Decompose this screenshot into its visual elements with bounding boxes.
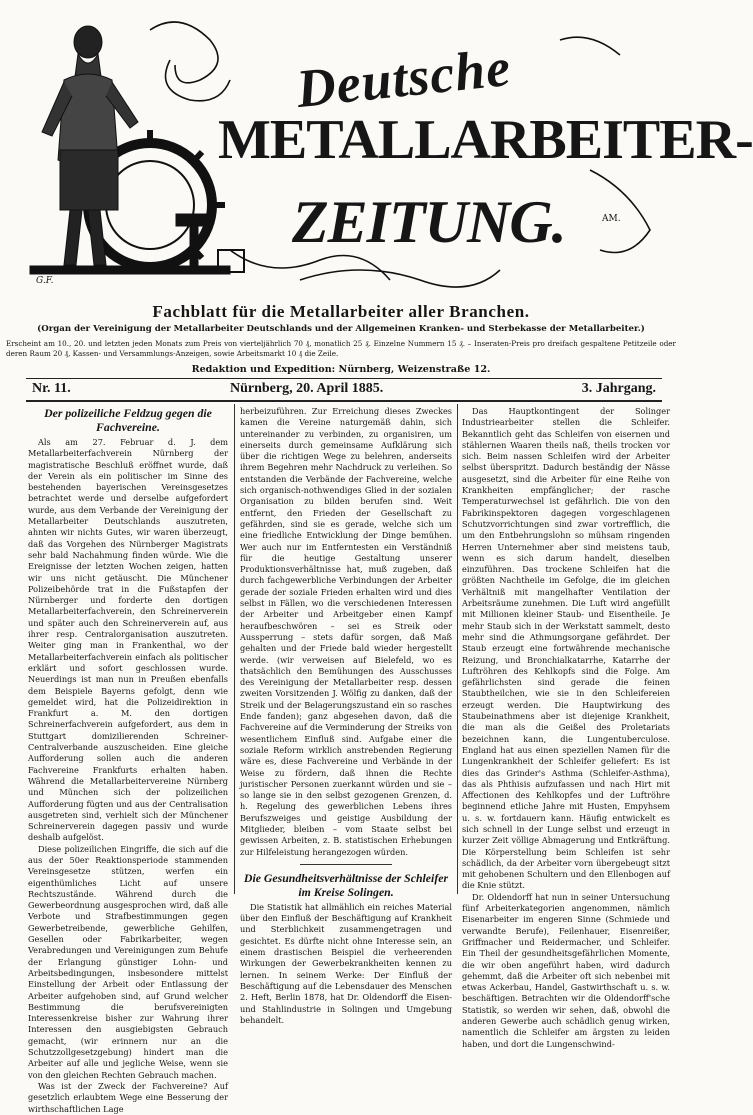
organ-line: (Organ der Vereinigung der Metallarbeiter Deutschlands und der Allgemeinen Kranken- und Sterbekasse der Metallarbeiter.) — [37, 324, 645, 334]
article-heading-schleifer: Die Gesundheitsverhältnisse der Schleifer im Kreise Solingen. — [243, 870, 449, 899]
paragraph: Als am 27. Februar d. J. dem Metallarbeiterfachverein Nürnberg der magistratische Beschluß eröffnet wurde, daß der Verein als ein politischer im Sinne des bestehenden bayerischen Vereinsgesetzes betrachtet werde und derselbe aufgefordert wurde, aus dem Verbande der Vereinigung der Metallarbeiter Deutschlands auszutreten, ahnten wir nichts Gutes, wir waren überzeugt, daß das Vorgehen des Nürnberger Magistrats sehr bald Nachahmung finden würde. Wie die Ereignisse der letzten Wochen zeigen, hatten wir uns nicht getäuscht. Die Münchener Polizeibehörde trat in die Fußstapfen der Nürnberger und forderte den dortigen Metallarbeiterfachverein, den Schreinerverein und später auch den Schreinerverein auf, aus ihrer resp. Centralorganisation auszutreten. Weiter ging man in Frankenthal, wo der Metallarbeiterfachverein einfach als politischer erklärt und sofort geschlossen wurde. Neuerdings ist man nun in Preußen ebenfalls dem Beispiele Bayerns gefolgt, denn wie gemeldet wird, hat die Polizeidirektion in Frankfurt a. M. den dortigen Schreinerfachverein aufgefordert, aus dem in Stuttgart domizilierenden Schreiner-Centralverbande auszuscheiden. Eine gleiche Aufforderung sollen auch die anderen Fachvereine Frankfurts erhalten haben. Während die Metallarbeitervereine Nürnberg und München sich der polizeilichen Aufforderung fügten und aus der Centralisation ausgetreten sind, verhielt sich der Münchener Schreinerverein dagegen passiv und wurde deshalb aufgelöst. — [28, 437, 228, 843]
column-divider — [457, 404, 458, 894]
column-1 — [28, 406, 228, 1114]
paragraph: Das Hauptkontingent der Solinger Industriearbeiter stellen die Schleifer. Bekanntlich geht das Schleifen von eisernen und stählernen Waaren theils naß, theils trocken vor sich. Beim nassen Schleifen wird der Arbeiter selbst überspritzt. Dadurch beständig der Nässe ausgesetzt, sind die Arbeiter für eine Reihe von Krankheiten empfänglicher; der rasche Temperaturwechsel ist gefährlich. Die von den Fabrikinspektoren dagegen vorgeschlagenen Schutzvorrichtungen sind zwar vortrefflich, die um den Entbehrungslohn so mühsam ringenden Herren Unternehmer aber sind meistens taub, wenn es sich darum handelt, dieselben einzuführen. Das trockene Schleifen hat die größten Nachtheile im Gefolge, die im gleichen Verhältniß mit mangelhafter Ventilation der Arbeitsräume zunehmen. Die Luft wird angefüllt mit Millionen kleiner Staub- und Eisentheile. Je mehr Staub sich in der Werkstatt sammelt, desto mehr sind die Athmungsorgane gefährdet. Der Staub erzeugt eine fortwährende mechanische Reizung, und Bronchialkatarrhe, Katarrhe der Luftröhren des Kehlkopfs sind die Folge. Am gefährlichsten sind gerade die feinen Staubtheilchen, wie sie in den Schleifereien erzeugt werden. Die Hauptwirkung des Staubeinathmens aber ist diejenige Krankheit, die man als die Geißel des Proletariats bezeichnen kann, die Lungentuberculose. England hat aus einen speziellen Namen für die Lungenkrankheit der Schleifer geliefert: Es ist dies das Grinder's Asthma (Schleifer-Asthma), das als Phthisis aufzufassen und nach Hirt mit Affectionen des Kehlkopfes und der Luftröhre beginnend etliche Jahre mit Husten, Empyhsem u. s. w. fortdauern kann. Häufig entwickelt es sich schnell in der Lunge selbst und erzeugt in kurzer Zeit völlige Abmagerung und Entkräftung. Die Körperstellung beim Schleifen ist sehr schädlich, da der Arbeiter vorn übergebeugt sitzt mit gehobenen Schultern und den Ellenbogen auf die Knie stützt. — [462, 406, 670, 891]
issue-row — [26, 381, 662, 399]
title-line-metallarbeiter: METALLARBEITER- — [218, 109, 753, 171]
artist-signature-left: G.F. — [36, 276, 54, 286]
column-divider — [234, 404, 235, 894]
column-3 — [462, 406, 670, 1049]
issue-volume: 3. Jahrgang. — [581, 381, 656, 396]
title-line-zeitung: ZEITUNG. — [292, 189, 566, 255]
artist-signature-right: AM. — [602, 214, 621, 224]
paragraph: herbeizuführen. Zur Erreichung dieses Zweckes kamen die Vereine naturgemäß dahin, sich untereinander zu verbinden, zu organisiren, um einerseits durch gemeinsame Aufklärung sich über die richtigen Wege zu belehren, anderseits ihrem Begehren mehr Nachdruck zu verleihen. So entstanden die Verbände der Fachvereine, welche sich organisch-nothwendiges Glied in der sozialen Organisation zu bilden berufen sind. Weit entfernt, den Frieden der Gesellschaft zu gefährden, sind sie es gerade, welche sich um eine friedliche Entwicklung der Dinge bemühen. Wer auch nur im Entferntesten ein Verständniß für die heutige Gestaltung unserer Produktionsverhältnisse hat, muß zugeben, daß durch fachgewerbliche Verbindungen der Arbeiter gerade der soziale Frieden erhalten wird und dies selbst in Fällen, wo die verschiedenen Interessen der Arbeiter und Arbeitgeber einen Kampf heraufbeschwören – sei es Streik oder Aussperrung – stets dafür sorgen, daß Maß gehalten und der Friede bald wieder hergestellt werde. (wir verweisen auf Bielefeld, wo es thatsächlich den Bemühungen des Ausschusses des Vereinigung der Metallarbeiter resp. dessen zweiten Vorsitzenden J. Wölfig zu danken, daß der Streik und der Belagerungszustand ein so rasches Ende fanden); ganz abgesehen davon, daß die Fachvereine auf die Verminderung der Streiks von wesentlichem Einfluß sind. Aufgabe einer die soziale Reform wirklich anstrebenden Regierung wäre es, diese Fachvereine und Verbände in der Weise zu fördern, daß ihnen die Rechte juristischer Personen zuerkannt würden und sie – so lange sie in den selbst gezogenen Grenzen, d. h. Regelung des gewerblichen Lebens ihres Berufszweiges und geistige Ausbildung der Mitglieder, bleiben – vom Staate selbst bei gewissen Arbeiten, z. B. statistischen Erhebungen zur Hilfeleistung herangezogen würden. — [240, 406, 452, 857]
publication-info: Erscheint am 10., 20. und letzten jeden Monats zum Preis von vierteljährlich 70 ₰, monatlich 25 ₰. Einzelne Nummern 15 ₰. – Inseraten-Preis pro dreifach gespaltene Petitzeile oder deren Raum 20 ₰, Kassen- und Versammlungs-Anzeigen, sowie Arbeitsmarkt 10 ₰ die Zeile. — [6, 339, 676, 358]
paragraph: Dr. Oldendorff hat nun in seiner Untersuchung fünf Arbeiterkategorien angenommen, nämlich Eisenarbeiter im engeren Sinne (Schmiede und verwandte Berufe), Feilenhauer, Eisenreißer, Griffmacher und Reidermacher, und Schleifer. Ein Theil der gesundheitsgefährlichen Momente, die wir oben angeführt haben, wird dadurch gehemmt, daß die Arbeiter oft sich nebenbei mit etwas Ackerbau, Handel, Gastwirthschaft u. s. w. beschäftigen. Betrachten wir die Oldendorff'sche Statistik, so werden wir sehen, daß, obwohl die anderen Gewerbe auch schädlich genug wirken, namentlich die Schleifer am ärgsten zu leiden haben, und dort die Lungenschwind- — [462, 891, 670, 1049]
redaktion-address: Redaktion und Expedition: Nürnberg, Weizenstraße 12. — [191, 364, 491, 375]
paragraph: Was ist der Zweck der Fachvereine? Auf gesetzlich erlaubtem Wege eine Besserung der wirthschaftlichen Lage — [28, 1080, 228, 1114]
divider-bottom — [26, 400, 662, 402]
hammer-icon — [176, 214, 244, 272]
issue-place-date: Nürnberg, 20. April 1885. — [230, 381, 384, 396]
divider-top — [26, 378, 662, 379]
masthead — [0, 0, 753, 300]
article-separator — [300, 864, 392, 865]
paragraph: Diese polizeilichen Eingriffe, die sich auf die aus der 50er Reaktionsperiode stammenden Vereinsgesetze stützen, werfen ein eigenthümliches Licht auf unsere Rechtszustände. Während durch die Gewerbeordnung ausgesprochen wird, daß alle Verbote und Strafbestimmungen gegen Gewerbetreibende, gewerbliche Gehilfen, Gesellen oder Fabrikarbeiter, wegen Verabredungen und Vereinigungen zum Behufe der Erlangung günstiger Lohn- und Arbeitsbedingungen, insbesondere mittelst Einstellung der Arbeit oder Entlassung der Arbeiter aufgehoben sind, auf Grund welcher Bestimmung die berufsvereinigten Interessenkreise bisher zur Wahrung ihrer Interessen den ausgiebigsten Gebrauch gemacht, (wir erinnern nur an die Schutzzollgesetzgebung) hindert man die Arbeiter auf alle und jegliche Weise, wenn sie von den gleichen Rechten Gebrauch machen. — [28, 843, 228, 1080]
title-line-deutsche: Deutsche — [293, 36, 514, 120]
article-heading-fachvereine: Der polizeiliche Feldzug gegen die Fachvereine. — [44, 406, 212, 434]
column-2 — [240, 406, 452, 1025]
paragraph: Die Statistik hat allmählich ein reiches Material über den Einfluß der Beschäftigung auf Krankheit und Sterblichkeit zusammengetragen und gesichtet. Es dürfte nicht ohne Interesse sein, an einem drastischen Beispiel die verheerenden Wirkungen der Gewerbekrankheiten kennen zu lernen. In seinem Werke: Der Einfluß der Beschäftigung auf die Lebensdauer des Menschen 2. Heft, Berlin 1878, hat Dr. Oldendorff die Eisen- und Stahlindustrie in Solingen und Umgebung behandelt. — [240, 901, 452, 1025]
subtitle: Fachblatt für die Metallarbeiter aller Branchen. — [152, 302, 530, 321]
issue-number: Nr. 11. — [32, 381, 71, 396]
